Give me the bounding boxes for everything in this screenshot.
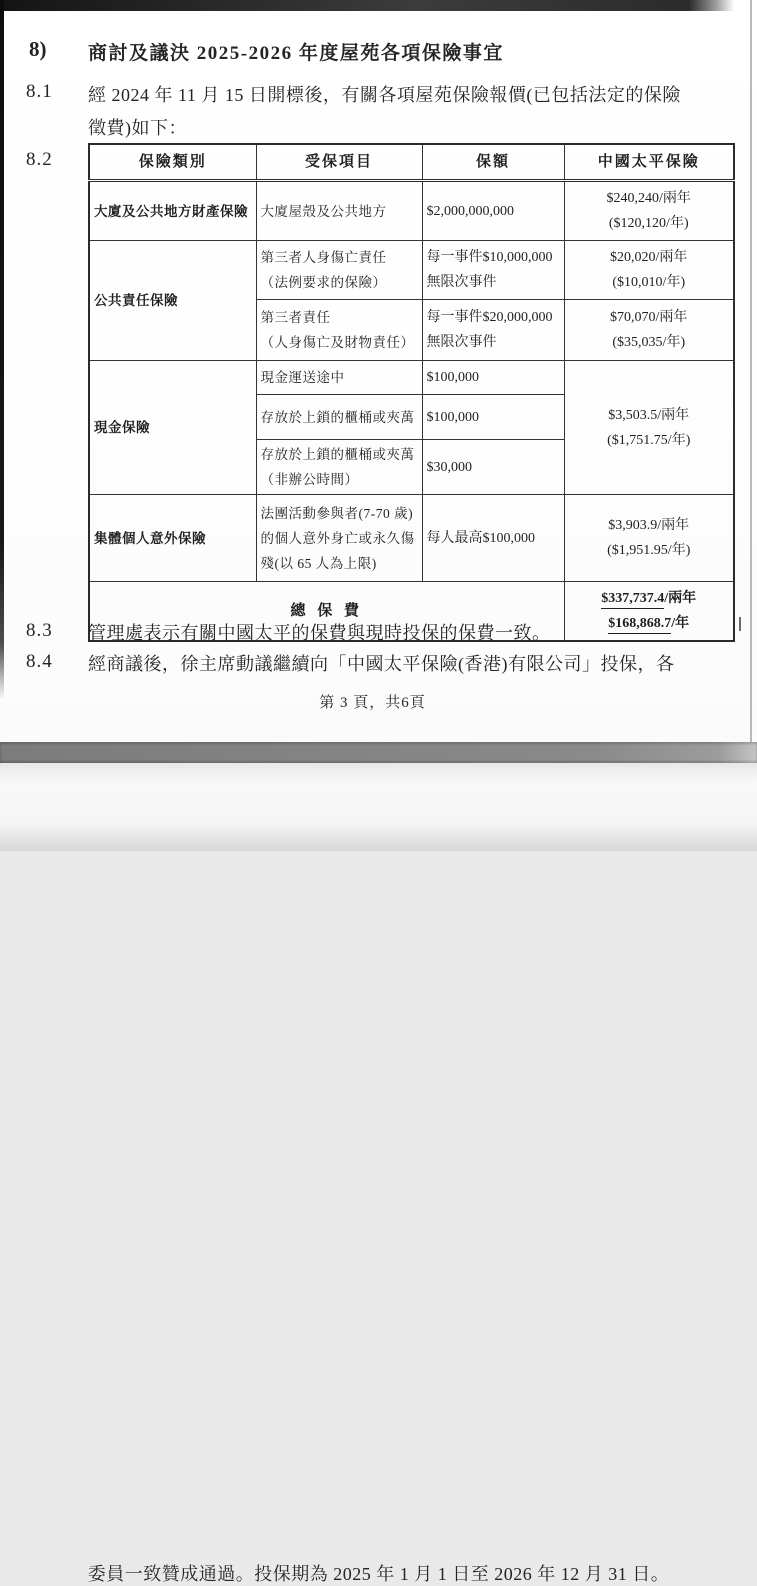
header-insurance-type: 保險類別 [89,144,256,181]
table-header-row [89,144,734,181]
total-biennial-amount: $337,737.4 [601,591,664,609]
cell-building-premium [564,181,734,241]
amount-line: 每一事件$10,000,000 [426,250,553,265]
insurance-quotation-table [88,143,735,642]
item-line: （非辦公時間） [260,472,359,487]
table-row-building [89,181,734,241]
item-line: 第三者人身傷亡責任 [260,250,387,265]
total-annual-suffix: /年 [671,616,690,631]
cell-liability2-item [256,300,422,361]
amount-line: 每一事件$20,000,000 [426,310,553,325]
premium-annual: ($1,751.75/年) [607,432,691,448]
item-line: 存放於上鎖的櫃桶或夾萬 [260,447,415,462]
scan-artifact-page-divider [0,742,757,763]
premium-biennial: $3,903.9/兩年 [608,518,690,533]
total-premium-annual [569,611,730,636]
amount-line: 無限次事件 [426,275,497,290]
cell-cash1-amount: $100,000 [422,361,564,395]
item-8-1-line1: 經 2024 年 11 月 15 日開標後，有關各項屋苑保險報價(已包括法定的保險 [88,85,681,105]
amount-line: 無限次事件 [426,335,497,350]
cell-building-item: 大廈屋殼及公共地方 [256,181,422,241]
table-row-liability-1 [89,241,734,300]
cell-cash3-amount: $30,000 [422,440,564,495]
next-page-strip [0,763,757,1584]
table-row-cash-1 [89,361,734,395]
item-8-1-text [88,79,748,145]
page-number-footer: 第 3 頁，共6頁 [319,695,426,711]
item-8-3-text: 管理處表示有關中國太平的保費與現時投保的保費一致。 [88,623,551,643]
cell-accident-item: 法團活動參與者(7-70 歲)的個人意外身亡或永久傷殘(以 65 人為上限) [256,495,422,582]
cell-cash-premium [564,361,734,495]
scan-artifact-top-band [0,0,757,11]
cell-cash2-item: 存放於上鎖的櫃桶或夾萬 [256,395,422,440]
premium-biennial: $3,503.5/兩年 [608,407,690,423]
total-premium-biennial [569,586,730,611]
cell-cash3-item [256,440,422,495]
table-row-accident [89,495,734,582]
item-8-2-number: 8.2 [26,149,53,170]
scan-artifact-left-edge [0,0,4,700]
cell-cash1-item: 現金運送途中 [256,361,422,395]
cell-total-premium [564,582,734,642]
premium-biennial: $240,240/兩年 [606,191,691,206]
cell-liability2-amount [422,300,564,361]
premium-annual: ($120,120/年) [608,216,689,231]
item-line: 第三者責任 [260,310,331,325]
cell-liability1-premium [564,241,734,300]
cell-liability1-item [256,241,422,300]
continuation-text: 委員一致贊成通過。投保期為 2025 年 1 月 1 日至 2026 年 12 月 31 日。 [87,1564,670,1584]
header-insurer: 中國太平保險 [564,144,734,181]
scan-artifact-right-edge [750,0,752,851]
cell-cash2-amount: $100,000 [422,395,564,440]
premium-annual: ($10,010/年) [612,275,686,290]
cell-liability-category: 公共責任保險 [89,241,256,361]
item-line: （法例要求的保險） [260,275,387,290]
cell-accident-premium [564,495,734,582]
section-title: 商討及議決 2025-2026 年度屋苑各項保險事宜 [88,43,504,64]
cell-cash-category: 現金保險 [89,361,256,495]
premium-annual: ($1,951.95/年) [607,543,691,558]
cell-accident-amount: 每人最高$100,000 [422,495,564,582]
item-8-3-number: 8.3 [26,620,53,641]
total-biennial-suffix: /兩年 [664,591,697,606]
item-line: （人身傷亡及財物責任） [260,335,415,350]
cell-building-category: 大廈及公共地方財產保險 [89,181,256,241]
item-8-4-text: 經商議後，徐主席動議繼續向「中國太平保險(香港)有限公司」投保，各 [88,654,675,674]
cell-liability1-amount [422,241,564,300]
header-sum-insured: 保額 [422,144,564,181]
scan-artifact-tick [739,617,741,631]
section-number: 8) [29,37,47,61]
item-8-4-number: 8.4 [26,651,53,672]
premium-biennial: $20,020/兩年 [610,250,688,265]
total-annual-amount: $168,868.7 [608,616,671,634]
premium-biennial: $70,070/兩年 [610,310,688,325]
cell-accident-category: 集體個人意外保險 [89,495,256,582]
cell-building-amount: $2,000,000,000 [422,181,564,241]
item-8-1-line2: 徵費)如下： [88,118,187,138]
premium-annual: ($35,035/年) [612,335,686,350]
item-8-1-number: 8.1 [26,81,53,102]
header-insured-item: 受保項目 [256,144,422,181]
cell-total-label: 總 保 費 [89,582,564,642]
cell-liability2-premium [564,300,734,361]
